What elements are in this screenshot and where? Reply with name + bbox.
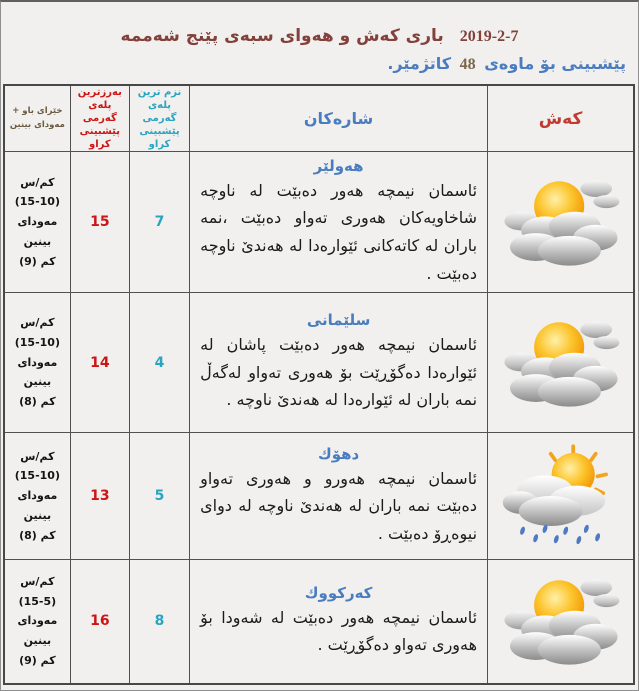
high-temp-value: 15	[70, 152, 129, 293]
weather-icon-cell	[488, 152, 634, 293]
low-header-line2: پلەی گەرمی	[142, 100, 177, 124]
city-forecast-text: ئاسمان نیمچە هەور دەبێت لە شەودا بۆ هەوری تەواو دەگۆڕێت .	[200, 607, 478, 655]
table-row-erbil	[4, 152, 634, 293]
low-header-line1: نزم ترین	[137, 87, 182, 98]
city-forecast-cell	[190, 293, 488, 433]
high-header-line3: پێشبینی كراو	[79, 126, 121, 150]
city-name: دهۆك	[317, 444, 360, 463]
high-temp-value: 13	[70, 433, 129, 560]
low-temp-value: 5	[129, 433, 189, 560]
column-header-weather: كەش	[488, 85, 634, 152]
visibility-value-line: كم (9)	[19, 254, 56, 268]
wind-speed-line: كم/س (15-10)	[14, 449, 60, 483]
visibility-label: مەودای بینین	[17, 614, 58, 648]
forecast-hours-value: 48	[459, 56, 476, 73]
low-header-line3: پێشبینی كراو	[139, 126, 180, 150]
city-forecast-cell	[190, 152, 488, 293]
visibility-value-line: كم (8)	[19, 395, 56, 409]
sun-behind-clouds-icon	[500, 171, 622, 273]
subtitle-text-before: پێشبینی بۆ ماوەی	[484, 54, 626, 73]
wind-header-line2: مەودای بینین	[9, 119, 65, 130]
forecast-date: 2019-2-7	[459, 28, 519, 45]
visibility-label: مەودای بینین	[17, 215, 58, 248]
wind-visibility-cell	[4, 293, 70, 433]
city-name: سلێمانی	[306, 311, 371, 330]
page-title: باری كەش و هەوای سبەی پێنج شەممە	[120, 26, 444, 46]
column-header-high-temp	[70, 85, 129, 152]
subtitle-text-after: كاتژمێر.	[387, 54, 452, 73]
wind-header-line1: خێرای باو +	[12, 106, 63, 117]
city-forecast-text: ئاسمان نیمچە هەورو و هەوری تەواو دەبێت نمە باران لە هەندێ ناوچە لە دوای نیوەڕۆ دەبێت .	[200, 468, 478, 543]
report-header	[1, 2, 638, 74]
table-row-duhok	[4, 433, 634, 560]
wind-speed-line: كم/س (15-10)	[14, 316, 60, 349]
visibility-label: مەودای بینین	[17, 355, 58, 389]
high-header-line2: پلەی گەرمی	[82, 100, 117, 124]
forecast-subtitle	[1, 46, 638, 74]
low-temp-value: 7	[129, 152, 189, 293]
city-forecast-cell	[190, 433, 488, 560]
wind-visibility-cell	[4, 433, 70, 560]
table-row-sulaymaniyah	[4, 293, 634, 433]
city-name: هەولێر	[313, 156, 364, 175]
sun-behind-clouds-icon	[500, 570, 622, 672]
low-temp-value: 4	[129, 293, 189, 433]
low-temp-value: 8	[129, 560, 189, 684]
weather-icon-cell	[488, 293, 634, 433]
wind-visibility-cell	[4, 152, 70, 293]
city-forecast-text: ئاسمان نیمچە هەور دەبێت لە ناوچە شاخاویەكان هەوری تەواو دەبێت ،نمە باران لە كاتەكانی ئێوارەدا لە هەندێ ناوچە دەبێت .	[200, 180, 478, 283]
city-forecast-cell	[190, 560, 488, 684]
weather-forecast-table	[3, 84, 635, 685]
table-header-row	[4, 85, 634, 152]
wind-speed-line: كم/س (15-10)	[14, 175, 60, 209]
high-temp-value: 14	[70, 293, 129, 433]
table-row-kirkuk	[4, 560, 634, 684]
weather-icon-cell	[488, 433, 634, 560]
weather-icon-cell	[488, 560, 634, 684]
sun-behind-clouds-icon	[500, 312, 622, 414]
column-header-low-temp	[129, 85, 189, 152]
column-header-wind-visibility	[4, 85, 70, 152]
column-header-cities: شارەكان	[190, 85, 488, 152]
wind-speed-line: كم/س (15-5)	[18, 574, 57, 608]
visibility-value-line: كم (8)	[19, 528, 56, 542]
visibility-value-line: كم (9)	[19, 653, 56, 667]
visibility-label: مەودای بینین	[17, 489, 58, 522]
page-title-row	[1, 26, 638, 46]
city-forecast-text: ئاسمان نیمچە هەور دەبێت پاشان لە ئێوارەدا دەگۆڕێت بۆ هەوری تەواو لەگەڵ نمە باران لە ئێوارەدا لە هەندێ ناوچە .	[200, 335, 478, 410]
wind-visibility-cell	[4, 560, 70, 684]
city-name: كەركووك	[304, 583, 373, 602]
high-header-line1: بەرزترین	[77, 87, 122, 98]
high-temp-value: 16	[70, 560, 129, 684]
sun-cloud-rain-icon	[500, 444, 622, 548]
